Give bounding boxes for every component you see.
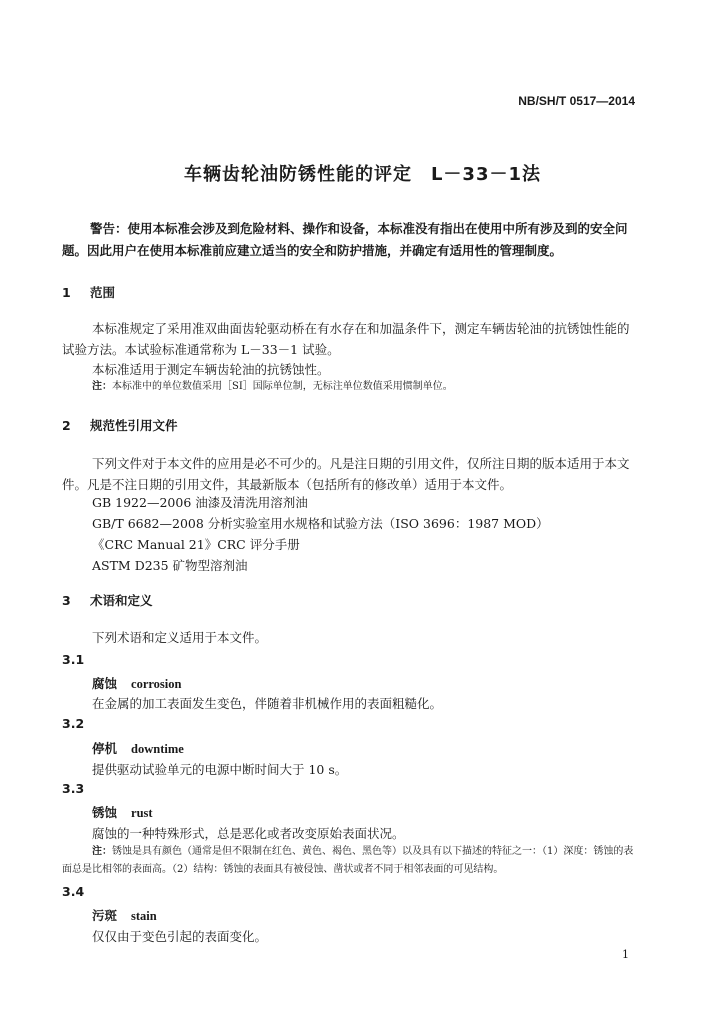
term-en: stain — [131, 909, 157, 923]
term-zh: 污斑 — [92, 908, 118, 923]
section-number: 1 — [62, 285, 71, 300]
reference-item: ASTM D235 矿物型溶剂油 — [92, 558, 248, 573]
warning-paragraph: 警告：使用本标准会涉及到危险材料、操作和设备，本标准没有指出在使用中所有涉及到的安全问题。因此用户在使用本标准前应建立适当的安全和防护措施，并确定有适用性的管理制度。 — [62, 221, 628, 258]
note-text: 本标准中的单位数值采用［SI］国际单位制，无标注单位数值采用惯制单位。 — [112, 381, 453, 392]
term-number: 3.2 — [62, 716, 85, 731]
page-number: 1 — [622, 948, 629, 961]
section-2-paragraph: 下列文件对于本文件的应用是必不可少的。凡是注日期的引用文件，仅所注日期的版本适用于本文件。凡是不注日期的引用文件，其最新版本（包括所有的修改单）适用于本文件。 — [62, 456, 630, 492]
note-label: 注： — [92, 846, 112, 857]
section-3-intro: 下列术语和定义适用于本文件。 — [92, 630, 268, 645]
term-en: corrosion — [131, 677, 182, 691]
term-en: downtime — [131, 742, 184, 756]
section-1-heading — [62, 283, 115, 301]
note-text: 锈蚀是具有颜色（通常是但不限制在红色、黄色、褐色、黑色等）以及具有以下描述的特征之一：（1）深度：锈蚀的表面总是比相邻的表面高。（2）结构：锈蚀的表面具有被侵蚀、凿状或者不同于相邻表面的可见结构。 — [62, 846, 634, 875]
term-definition: 腐蚀的一种特殊形式，总是恶化或者改变原始表面状况。 — [92, 826, 405, 841]
reference-item: GB 1922—2006 油漆及清洗用溶剂油 — [92, 495, 308, 510]
section-number: 3 — [62, 593, 71, 608]
reference-item: GB/T 6682—2008 分析实验室用水规格和试验方法（ISO 3696：1987 MOD） — [92, 516, 549, 531]
section-1-paragraph-1: 本标准规定了采用准双曲面齿轮驱动桥在有水存在和加温条件下，测定车辆齿轮油的抗锈蚀性能的试验方法。本试验标准通常称为 L－33－1 试验。 — [62, 321, 630, 357]
document-title: 车辆齿轮油防锈性能的评定 L－33－1法 — [183, 164, 542, 185]
section-title: 术语和定义 — [90, 593, 153, 608]
term-number: 3.3 — [62, 781, 85, 796]
section-title: 范围 — [90, 285, 116, 300]
term-en: rust — [131, 806, 153, 820]
section-1-paragraph-2: 本标准适用于测定车辆齿轮油的抗锈蚀性。 — [92, 362, 330, 377]
note-label: 注： — [92, 381, 112, 392]
term-definition: 仅仅由于变色引起的表面变化。 — [92, 929, 268, 944]
term-definition: 在金属的加工表面发生变色，伴随着非机械作用的表面粗糙化。 — [92, 696, 443, 711]
rust-note — [62, 843, 640, 879]
term-zh: 停机 — [92, 741, 118, 756]
standard-code: NB/SH/T 0517—2014 — [518, 94, 635, 108]
term-number: 3.1 — [62, 652, 85, 667]
section-3-heading — [62, 591, 153, 609]
section-2-heading — [62, 416, 178, 434]
term-heading — [92, 739, 184, 757]
section-title: 规范性引用文件 — [90, 418, 178, 433]
reference-item: 《CRC Manual 21》CRC 评分手册 — [92, 537, 300, 552]
term-definition: 提供驱动试验单元的电源中断时间大于 10 s。 — [92, 762, 348, 777]
section-1-note — [62, 378, 640, 396]
section-number: 2 — [62, 418, 71, 433]
term-heading — [92, 674, 181, 692]
term-zh: 腐蚀 — [92, 676, 118, 691]
term-number: 3.4 — [62, 884, 85, 899]
term-heading — [92, 803, 153, 821]
term-zh: 锈蚀 — [92, 805, 118, 820]
term-heading — [92, 906, 157, 924]
